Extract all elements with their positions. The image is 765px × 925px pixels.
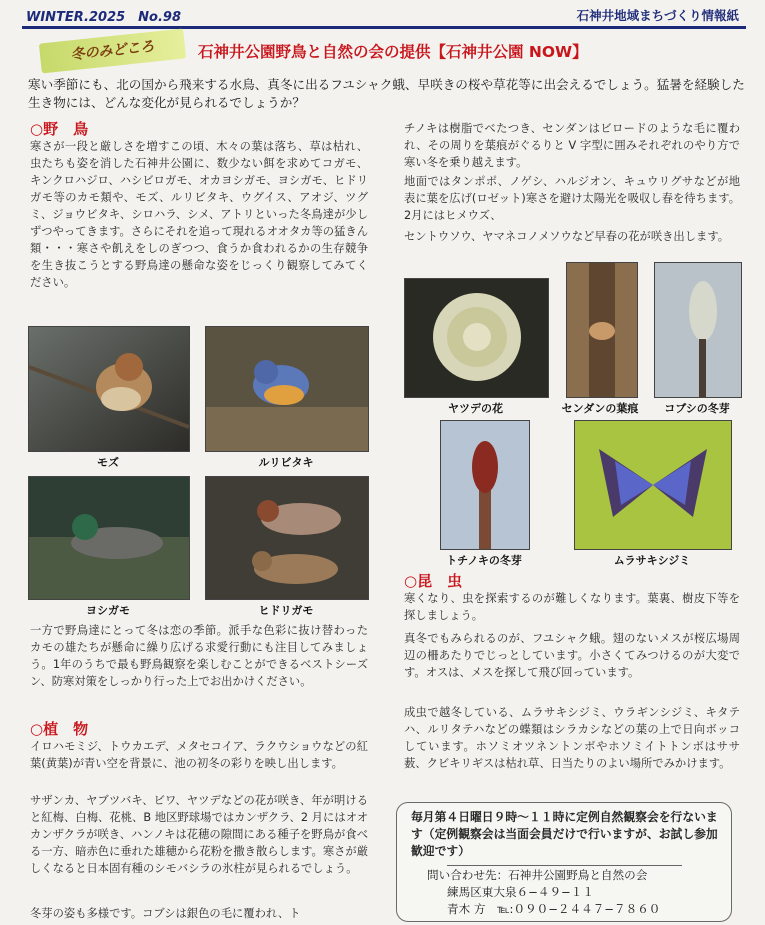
contact-phone: ℡:０９０−２４４７−７８６０ xyxy=(497,902,661,916)
photo-caption-chinaberry: センダンの葉痕 xyxy=(561,402,639,415)
plants-paragraph-1: イロハモミジ、トウカエデ、メタセコイア、ラクウショウなどの紅葉(黄葉)が青い空を背景に、池の初冬の彩りを映し出します。 xyxy=(30,740,368,770)
contact-block xyxy=(427,867,717,918)
notice-box xyxy=(396,802,732,922)
red-flanked-bluetail-photo xyxy=(205,326,369,452)
shrike-photo xyxy=(28,326,190,452)
contact-label: 問い合わせ先：石神井公園野鳥と自然の会 xyxy=(427,868,648,882)
photo-caption-fatsia: ヤツデの花 xyxy=(448,402,503,415)
plants-paragraph-2: サザンカ、ヤブツバキ、ビワ、ヤツデなどの花が咲き、年が明けると紅梅、白梅、花桃、B 地区野球場ではカンザクラ、2 月にはオオカンザクラが咲き、ハンノキは花穂の隙間にある種子を野鳥が食べる一方、暗赤色に垂れた雄穂から花粉を撒き散らします。寒さが厳しくなると日本固有種のシモバシラの氷柱が見られるでしょう。 xyxy=(30,794,369,875)
photo-caption-shrike: モズ xyxy=(97,456,119,469)
insects-paragraph-1: 寒くなり、虫を探索するのが難しくなります。葉裏、樹皮下等を探しましょう。 xyxy=(404,592,740,622)
birds-paragraph-1: 寒さが一段と厳しさを増すこの頃、木々の葉は落ち、草は枯れ、虫たちも姿を消した石神井公園に、数少ない餌を求めてコガモ、キンクロハジロ、ハシビロガモ、オカヨシガモ、ヨシガモ、ヒドリガモ等のカモ類や、モズ、ルリビタキ、ウグイス、アオジ、ツグミ、ジョウビタキ、シロハラ、シメ、アトリといった冬鳥達が少しずつやってきます。さらにそれを追って現れるオオタカ等の猛きん類・・・寒さや飢えをしのぎつつ、食うか食われるかの生存競争を生き抜こうとする野鳥達の懸命な姿をじっくり観察してみてください。 xyxy=(30,140,368,289)
plants-col2-paragraph-1: チノキは樹脂でべたつき、センダンはビロードのような毛に覆われ、その周りを葉痕がぐるりと V 字型に囲みそれぞれのやり方で寒い冬を乗り越えます。 xyxy=(404,122,740,169)
paper-name: 石神井地域まちづくり情報紙 xyxy=(576,8,739,23)
contact-person: 青木 方 xyxy=(447,902,486,916)
birds-paragraph-2: 一方で野鳥達にとって冬は恋の季節。派手な色彩に抜け替わったカモの雄たちが懸命に繰り広げる求愛行動にも注目してみましょう。1年のうちで最も野鳥観察を楽しむことができるベストシーズン、防寒対策をしっかり行った上でお出かけください。 xyxy=(30,624,368,688)
magnolia-bud-photo xyxy=(654,262,742,398)
contact-person-line xyxy=(427,901,717,918)
chinaberry-leaf-scar-photo xyxy=(566,262,638,398)
plants-paragraph-3: 冬芽の姿も多様です。コブシは銀色の毛に覆われ、ト xyxy=(30,907,301,920)
season-badge xyxy=(39,29,186,74)
insects-paragraph-2: 真冬でもみられるのが、フユシャク蛾。翅のないメスが桜広場周辺の柵あたりでじっとしています。小さくてみつけるのが大変です。オスは、メスを探して飛び回っています。 xyxy=(404,632,740,679)
insects-paragraph-3: 成虫で越冬している、ムラサキシジミ、ウラギンシジミ、キタテハ、ルリタテハなどの蝶類はシラカシなどの葉の上で日向ボッコしています。ホソミオツネントンボやホソミイトトンボはササ薮、クビキリギスは枯れ草、日当たりのよい場所でみかけます。 xyxy=(404,706,740,770)
intro-text: 寒い季節にも、北の国から飛来する水鳥、真冬に出るフユシャク蛾、早咲きの桜や草花等に出会えるでしょう。猛暑を経験した生き物には、どんな変化が見られるでしょうか？ xyxy=(28,77,745,110)
plants-col2-paragraph-2: 地面ではタンポポ、ノゲシ、ハルジオン、キュウリグサなどが地表に葉を広げ(ロゼット)寒さを避け太陽光を吸収し春を待ちます。2月にはヒメウズ、 xyxy=(404,175,740,222)
photo-caption-wigeon: ヒドリガモ xyxy=(258,604,314,617)
photo-caption-hairstreak: ムラサキシジミ xyxy=(613,554,691,567)
plants-col2-paragraph-3: セントウソウ、ヤマネコノメソウなど早春の花が咲き出します。 xyxy=(404,230,730,243)
horse-chestnut-bud-photo xyxy=(440,420,530,550)
plants-heading: ○植 物 xyxy=(30,720,89,738)
insects-heading: ○昆 虫 xyxy=(404,572,463,590)
notice-divider xyxy=(447,865,682,866)
purple-hairstreak-photo xyxy=(574,420,732,550)
header-rule xyxy=(22,26,746,29)
contact-address: 練馬区東大泉６−４９−１１ xyxy=(447,885,594,899)
notice-text: 毎月第４日曜日９時～１１時に定例自然観察会を行ないます（定例観察会は当面会員だけで行いますが、お試し参加歓迎です） xyxy=(411,810,718,858)
page-title: 石神井公園野鳥と自然の会の提供【石神井公園 NOW】 xyxy=(198,43,588,61)
photo-caption-magnolia: コブシの冬芽 xyxy=(664,402,730,415)
fatsia-flower-photo xyxy=(404,278,549,398)
photo-caption-horse-chestnut: トチノキの冬芽 xyxy=(446,554,522,567)
photo-caption-falcated-duck: ヨシガモ xyxy=(86,604,130,617)
falcated-duck-photo xyxy=(28,476,190,600)
birds-heading: ○野 鳥 xyxy=(30,120,89,138)
wigeon-photo xyxy=(205,476,369,600)
photo-caption-bluetail: ルリビタキ xyxy=(258,456,314,469)
issue-label: WINTER.2025 No.98 xyxy=(26,10,182,25)
season-label: 冬のみどころ xyxy=(69,38,156,64)
